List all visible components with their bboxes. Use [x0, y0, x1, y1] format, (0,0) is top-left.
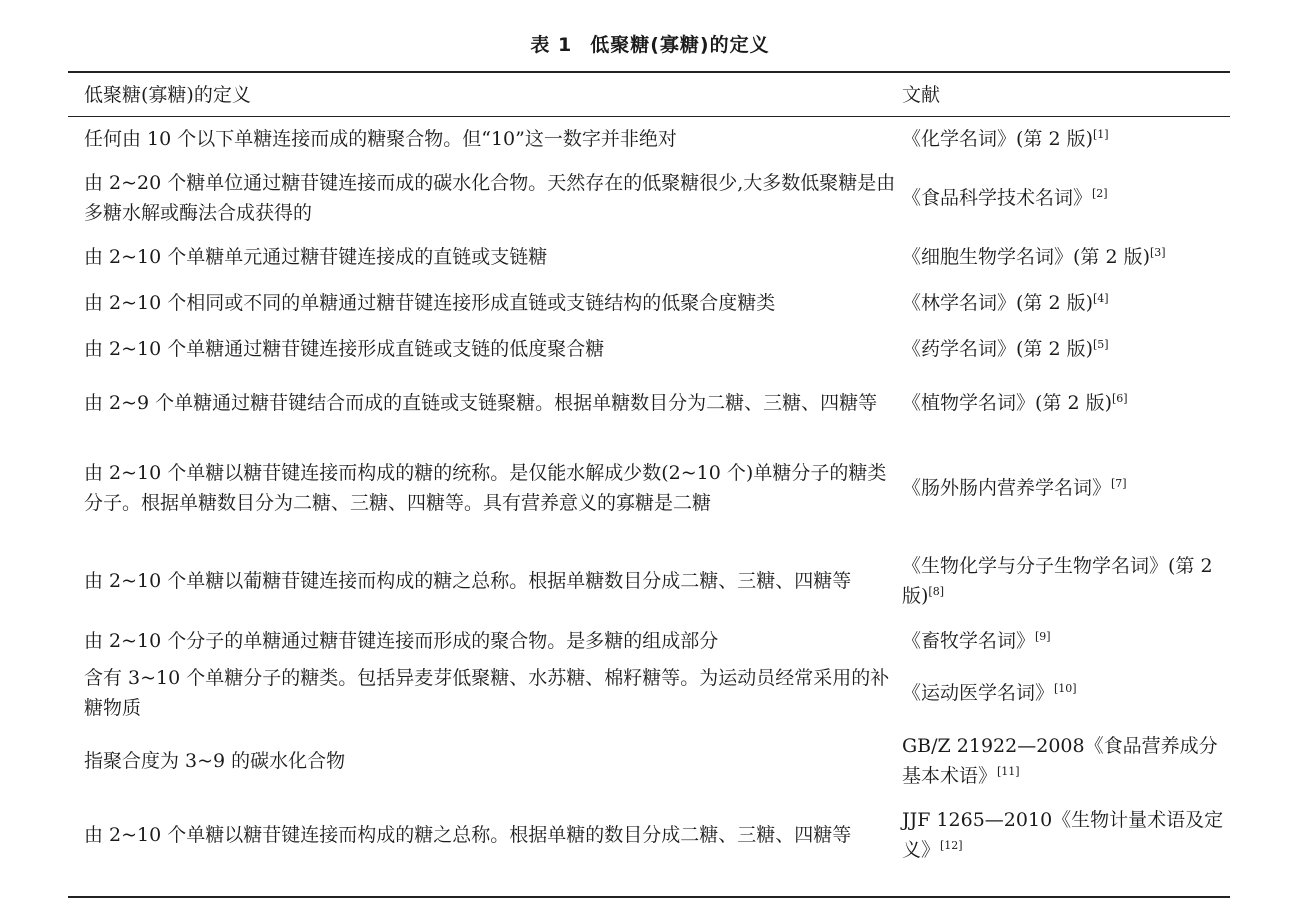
row-reference: 《林学名词》(第 2 版) — [902, 292, 1093, 314]
row-definition: 由 2~10 个单糖以糖苷键连接而构成的糖的统称。是仅能水解成少数(2~10 个)单糖分子的糖类分子。根据单糖数目分为二糖、三糖、四糖等。具有营养意义的寡糖是二糖 — [84, 462, 887, 514]
table-row — [68, 798, 1230, 872]
row-definition: 由 2~10 个单糖以葡糖苷键连接而构成的糖之总称。根据单糖数目分成二糖、三糖、四糖等 — [84, 570, 852, 592]
citation-mark: [9] — [1035, 630, 1051, 643]
table-row — [68, 620, 1230, 662]
row-reference: JJF 1265—2010《生物计量术语及定义》 — [902, 809, 1224, 861]
row-reference-cell — [902, 724, 1230, 798]
row-reference: 《运动医学名词》 — [902, 682, 1055, 704]
row-definition: 由 2~10 个单糖单元通过糖苷键连接成的直链或支链糖 — [84, 246, 548, 268]
table-row — [68, 372, 1230, 434]
table-title-text: 低聚糖(寡糖)的定义 — [590, 34, 770, 56]
citation-mark: [12] — [940, 839, 963, 852]
table-title-number: 表 1 — [530, 34, 573, 56]
row-definition: 由 2~9 个单糖通过糖苷键结合而成的直链或支链聚糖。根据单糖数目分为二糖、三糖、四糖等 — [84, 392, 878, 414]
header-definition: 低聚糖(寡糖)的定义 — [84, 83, 251, 106]
citation-mark: [4] — [1093, 292, 1109, 305]
table-row — [68, 542, 1230, 620]
table-title — [0, 30, 1300, 57]
row-definition: 任何由 10 个以下单糖连接而成的糖聚合物。但“10”这一数字并非绝对 — [84, 128, 677, 150]
row-definition: 由 2~10 个分子的单糖通过糖苷键连接而形成的聚合物。是多糖的组成部分 — [84, 630, 719, 652]
bottom-rule — [68, 896, 1230, 898]
row-reference: 《肠外肠内营养学名词》 — [902, 477, 1112, 499]
row-reference-cell — [902, 620, 1230, 662]
table-row — [68, 162, 1230, 234]
table-row — [68, 280, 1230, 326]
row-reference-cell — [902, 434, 1230, 542]
row-definition: 由 2~10 个相同或不同的单糖通过糖苷键连接形成直链或支链结构的低聚合度糖类 — [84, 292, 776, 314]
table-row — [68, 662, 1230, 724]
citation-mark: [1] — [1093, 128, 1109, 141]
row-reference-cell — [902, 116, 1230, 162]
citation-mark: [7] — [1111, 477, 1127, 490]
row-reference-cell — [902, 280, 1230, 326]
citation-mark: [3] — [1150, 246, 1166, 259]
citation-mark: [8] — [928, 585, 945, 598]
table-row — [68, 434, 1230, 542]
row-reference-cell — [902, 372, 1230, 434]
row-reference-cell — [902, 234, 1230, 280]
row-reference: 《化学名词》(第 2 版) — [902, 128, 1093, 150]
row-definition: 含有 3~10 个单糖分子的糖类。包括异麦芽低聚糖、水苏糖、棉籽糖等。为运动员经常采用的补糖物质 — [84, 667, 890, 719]
citation-mark: [11] — [997, 765, 1020, 778]
row-reference: 《药学名词》(第 2 版) — [902, 338, 1093, 360]
citation-mark: [10] — [1054, 682, 1077, 695]
row-reference: GB/Z 21922—2008《食品营养成分基本术语》 — [902, 735, 1218, 787]
citation-mark: [5] — [1093, 338, 1109, 351]
citation-mark: [2] — [1092, 187, 1108, 200]
definitions-table — [68, 73, 1230, 872]
table-row — [68, 724, 1230, 798]
row-reference-cell — [902, 798, 1230, 872]
row-reference: 《食品科学技术名词》 — [902, 187, 1093, 209]
table-header-row — [68, 73, 1230, 116]
table-row — [68, 326, 1230, 372]
header-reference: 文献 — [902, 83, 941, 106]
citation-mark: [6] — [1112, 392, 1128, 405]
row-definition: 指聚合度为 3~9 的碳水化合物 — [84, 750, 346, 772]
row-reference-cell — [902, 662, 1230, 724]
row-reference-cell — [902, 162, 1230, 234]
table-body — [68, 116, 1230, 872]
row-definition: 由 2~10 个单糖通过糖苷键连接形成直链或支链的低度聚合糖 — [84, 338, 605, 360]
row-reference-cell — [902, 326, 1230, 372]
row-definition: 由 2~10 个单糖以糖苷键连接而构成的糖之总称。根据单糖的数目分成二糖、三糖、四糖等 — [84, 824, 852, 846]
row-reference: 《细胞生物学名词》(第 2 版) — [902, 246, 1150, 268]
row-reference-cell — [902, 542, 1230, 620]
table-row — [68, 116, 1230, 162]
row-definition: 由 2~20 个糖单位通过糖苷键连接而成的碳水化合物。天然存在的低聚糖很少,大多数低聚糖是由多糖水解或酶法合成获得的 — [84, 172, 896, 224]
row-reference: 《生物化学与分子生物学名词》(第 2 版) — [902, 555, 1213, 607]
row-reference: 《植物学名词》(第 2 版) — [902, 392, 1112, 414]
row-reference: 《畜牧学名词》 — [902, 630, 1036, 652]
table-row — [68, 234, 1230, 280]
